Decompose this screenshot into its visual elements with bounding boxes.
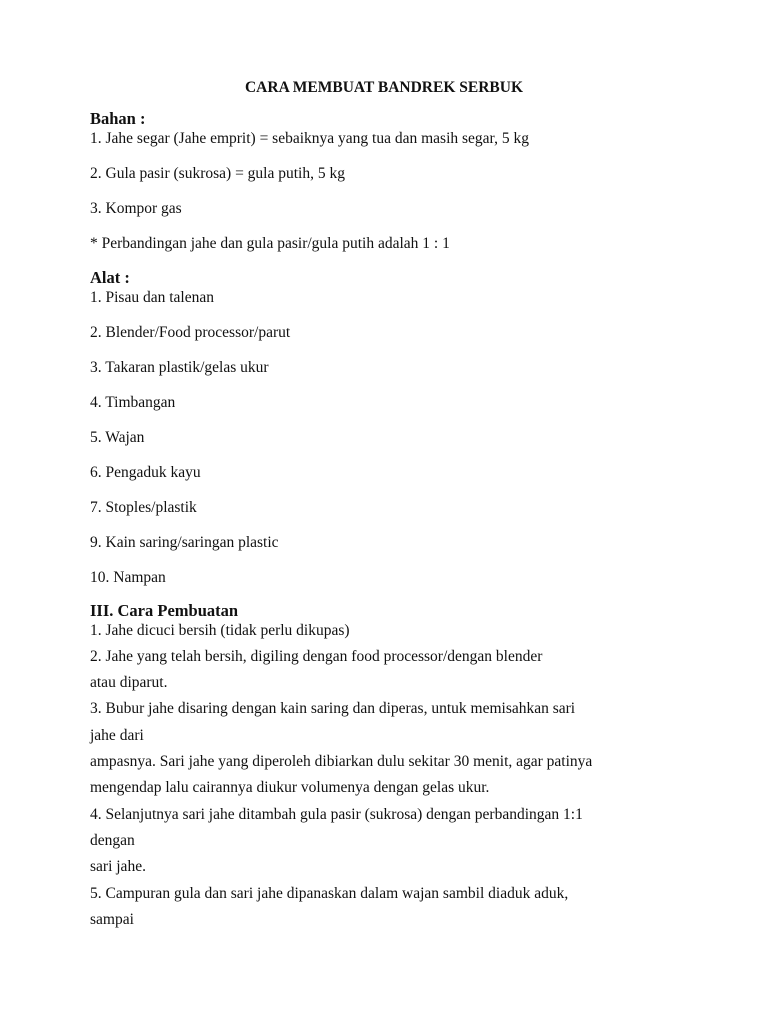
bahan-heading: Bahan : xyxy=(90,109,146,128)
alat-item: 9. Kain saring/saringan plastic xyxy=(90,534,279,551)
cara-line: 4. Selanjutnya sari jahe ditambah gula pasir (sukrosa) dengan perbandingan 1:1 xyxy=(90,806,583,823)
alat-item: 10. Nampan xyxy=(90,569,166,586)
alat-item: 2. Blender/Food processor/parut xyxy=(90,324,291,341)
cara-heading: III. Cara Pembuatan xyxy=(90,601,239,620)
cara-line: sari jahe. xyxy=(90,858,146,875)
alat-item: 7. Stoples/plastik xyxy=(90,499,197,516)
alat-item: 5. Wajan xyxy=(90,429,145,446)
cara-line: dengan xyxy=(90,832,135,849)
cara-line: atau diparut. xyxy=(90,674,168,691)
cara-line: jahe dari xyxy=(90,727,144,744)
cara-line: 2. Jahe yang telah bersih, digiling dengan food processor/dengan blender xyxy=(90,648,543,665)
bahan-note: * Perbandingan jahe dan gula pasir/gula putih adalah 1 : 1 xyxy=(90,235,450,252)
bahan-item: 1. Jahe segar (Jahe emprit) = sebaiknya yang tua dan masih segar, 5 kg xyxy=(90,130,529,147)
cara-line: 5. Campuran gula dan sari jahe dipanaskan dalam wajan sambil diaduk aduk, xyxy=(90,885,569,902)
alat-item: 6. Pengaduk kayu xyxy=(90,464,201,481)
bahan-item: 2. Gula pasir (sukrosa) = gula putih, 5 kg xyxy=(90,165,345,182)
cara-line: mengendap lalu cairannya diukur volumenya dengan gelas ukur. xyxy=(90,779,490,796)
alat-item: 3. Takaran plastik/gelas ukur xyxy=(90,359,269,376)
cara-line: ampasnya. Sari jahe yang diperoleh dibiarkan dulu sekitar 30 menit, agar patinya xyxy=(90,753,593,770)
alat-heading: Alat : xyxy=(90,268,130,287)
document-title: CARA MEMBUAT BANDREK SERBUK xyxy=(244,79,524,96)
cara-line: sampai xyxy=(90,911,134,928)
cara-line: 1. Jahe dicuci bersih (tidak perlu dikupas) xyxy=(90,622,350,639)
bahan-item: 3. Kompor gas xyxy=(90,200,182,217)
cara-line: 3. Bubur jahe disaring dengan kain saring dan diperas, untuk memisahkan sari xyxy=(90,700,576,717)
alat-item: 1. Pisau dan talenan xyxy=(90,289,214,306)
alat-item: 4. Timbangan xyxy=(90,394,176,411)
